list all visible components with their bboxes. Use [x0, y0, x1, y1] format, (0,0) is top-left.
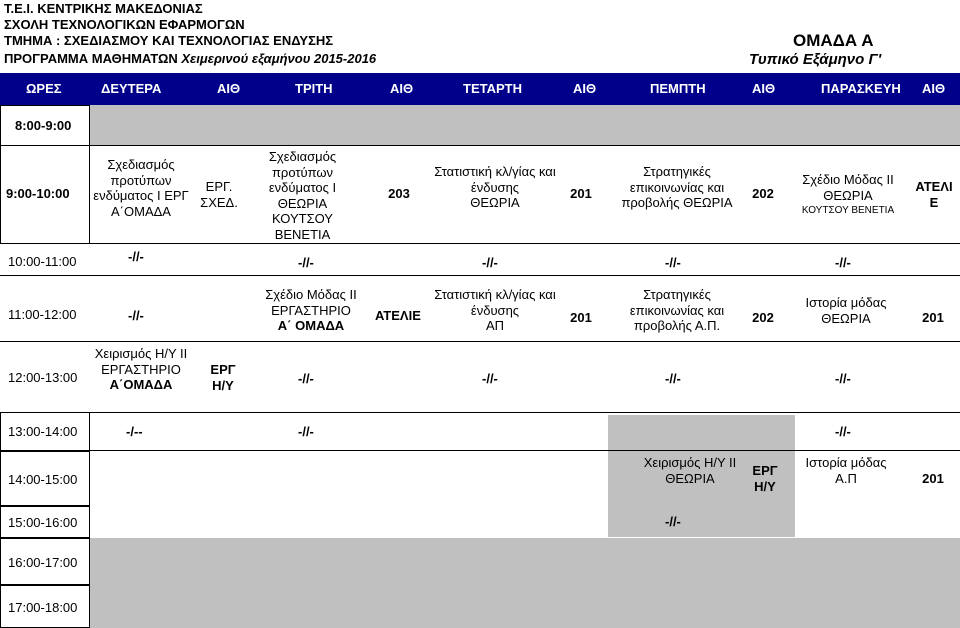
thursday-header: ΠΕΜΠΤΗ	[650, 81, 706, 96]
room-cell: 201	[922, 471, 944, 486]
department-name: ΤΜΗΜΑ : ΣΧΕΔΙΑΣΜΟΥ ΚΑΙ ΤΕΧΝΟΛΟΓΙΑΣ ΕΝΔΥΣΗΣ	[4, 33, 334, 48]
row-separator	[0, 275, 960, 276]
room-cell: 202	[752, 186, 774, 201]
wednesday-header: ΤΕΤΑΡΤΗ	[463, 81, 522, 96]
room-cell: ΑΤΕΛΙ Ε	[915, 179, 953, 210]
empty-slot-evening	[90, 538, 960, 628]
room-cell: ΕΡΓ. ΣΧΕΔ.	[200, 179, 238, 210]
room-cell: 201	[570, 186, 592, 201]
course-cell: Σχέδιο Μόδας ΙΙ ΘΕΩΡΙΑ	[802, 172, 894, 203]
row-separator	[0, 145, 960, 146]
program-title	[4, 51, 376, 66]
ditto-mark: -//-	[835, 255, 851, 270]
course-cell: Στατιστική κλ/γίας και ένδυσης ΘΕΩΡΙΑ	[434, 164, 556, 210]
ditto-mark: -//-	[128, 249, 144, 264]
group-cell: Α΄ ΟΜΑΔΑ	[277, 318, 345, 333]
ditto-mark: -//-	[665, 255, 681, 270]
room-cell: ΑΤΕΛΙΕ	[375, 308, 421, 323]
course-cell: Ιστορία μόδας Α.Π	[805, 455, 887, 486]
room-cell: ΕΡΓ Η/Υ	[210, 362, 236, 393]
institution-name: Τ.Ε.Ι. ΚΕΝΤΡΙΚΗΣ ΜΑΚΕΔΟΝΙΑΣ	[4, 1, 203, 16]
ditto-mark: -//-	[298, 371, 314, 386]
friday-header: ΠΑΡΑΣΚΕΥΗ	[821, 81, 901, 96]
time-label: 9:00-10:00	[6, 186, 70, 201]
row-separator	[0, 341, 960, 342]
ditto-mark: -//-	[665, 514, 681, 529]
row-separator	[0, 450, 960, 451]
course-cell: Σχεδιασμός προτύπων ενδύματος Ι ΘΕΩΡΙΑ ΚΟΥΤΣΟΥ ΒΕΝΕΤΙΑ	[268, 149, 337, 242]
room-cell: 201	[570, 310, 592, 325]
ditto-mark: -//-	[298, 424, 314, 439]
time-label: 12:00-13:00	[8, 370, 78, 385]
course-cell: Χειρισμός Η/Υ ΙΙ ΘΕΩΡΙΑ	[643, 455, 737, 486]
days-header-bar	[0, 73, 960, 105]
time-label: 13:00-14:00	[8, 424, 78, 439]
semester-label: Τυπικό Εξάμηνο Γ'	[749, 51, 882, 68]
monday-header: ΔΕΥΤΕΡΑ	[101, 81, 162, 96]
empty-slot-8	[90, 105, 960, 145]
room-header: ΑΙΘ	[922, 81, 946, 96]
course-cell: Ιστορία μόδας ΘΕΩΡΙΑ	[805, 295, 887, 326]
ditto-mark: -//-	[482, 255, 498, 270]
time-label: 10:00-11:00	[8, 254, 77, 269]
ditto-mark: -//-	[298, 255, 314, 270]
ditto-mark: -//-	[835, 424, 851, 439]
group-label: ΟΜΑΔΑ Α	[793, 31, 874, 50]
instructor-cell: ΚΟΥΤΣΟΥ ΒΕΝΕΤΙΑ	[801, 205, 895, 216]
school-name: ΣΧΟΛΗ ΤΕΧΝΟΛΟΓΙΚΩΝ ΕΦΑΡΜΟΓΩΝ	[4, 17, 245, 32]
room-cell: 203	[388, 186, 410, 201]
ditto-mark: -//-	[128, 308, 144, 323]
ditto-mark: -//-	[482, 371, 498, 386]
room-header: ΑΙΘ	[752, 81, 776, 96]
room-cell: 202	[752, 310, 774, 325]
course-cell: Σχεδιασμός προτύπων ενδύματος Ι ΕΡΓ Α΄ΟΜΑΔΑ	[93, 157, 189, 219]
time-label: 15:00-16:00	[8, 515, 78, 530]
room-cell: 201	[922, 310, 944, 325]
ditto-mark: -/--	[126, 424, 143, 439]
course-cell: Στρατηγικές επικοινωνίας και προβολής ΘΕΩΡΙΑ	[621, 164, 733, 210]
course-cell: Στατιστική κλ/γίας και ένδυσης ΑΠ	[434, 287, 556, 333]
course-cell: Σχέδιο Μόδας ΙΙ ΕΡΓΑΣΤΗΡΙΟ	[265, 287, 357, 318]
room-header: ΑΙΘ	[573, 81, 597, 96]
row-separator	[0, 412, 960, 413]
room-header: ΑΙΘ	[390, 81, 414, 96]
hours-column-header: ΩΡΕΣ	[26, 81, 62, 96]
row-separator	[0, 243, 960, 244]
time-label: 14:00-15:00	[8, 472, 78, 487]
room-cell: ΕΡΓ Η/Υ	[752, 463, 778, 494]
program-prefix: ΠΡΟΓΡΑΜΜΑ ΜΑΘΗΜΑΤΩΝ	[4, 51, 182, 66]
time-label: 17:00-18:00	[8, 600, 78, 615]
time-label: 11:00-12:00	[8, 307, 77, 322]
room-header: ΑΙΘ	[217, 81, 241, 96]
tuesday-header: ΤΡΙΤΗ	[295, 81, 333, 96]
ditto-mark: -//-	[665, 371, 681, 386]
course-cell: Χειρισμός Η/Υ ΙΙ ΕΡΓΑΣΤΗΡΙΟ	[94, 346, 188, 377]
time-label: 8:00-9:00	[15, 118, 72, 133]
course-cell: Στρατηγικές επικοινωνίας και προβολής Α.Π.	[629, 287, 725, 333]
group-cell: Α΄ΟΜΑΔΑ	[109, 377, 173, 392]
ditto-mark: -//-	[835, 371, 851, 386]
time-label: 16:00-17:00	[8, 555, 78, 570]
program-semester-text: Χειμερινού εξαμήνου 2015-2016	[181, 51, 377, 66]
